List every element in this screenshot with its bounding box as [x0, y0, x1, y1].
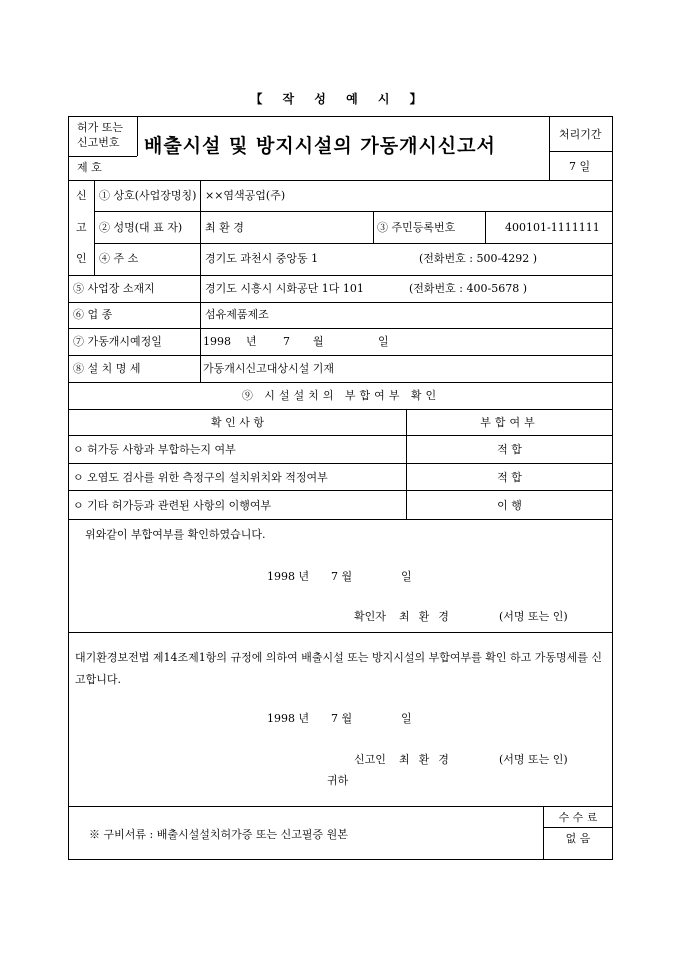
- business-label: ⑥ 업 종: [73, 308, 113, 321]
- address-phone: (전화번호 : 500-4292 ): [419, 252, 537, 265]
- location-label: ⑤ 사업장 소재지: [73, 282, 155, 295]
- declaration-date-year: 1998 년: [267, 712, 310, 725]
- rep-label: ② 성명(대 표 자): [99, 221, 183, 234]
- applicant-side-2: 고: [76, 221, 87, 234]
- check-row-item: ㅇ 오염도 검사를 위한 측정구의 설치위치와 적정여부: [73, 471, 328, 484]
- check-col-item: 확 인 사 항: [211, 416, 264, 429]
- start-month-unit: 월: [313, 335, 324, 348]
- address-label: ④ 주 소: [99, 252, 139, 265]
- id-value: 400101-1111111: [505, 221, 600, 234]
- check-row-item: ㅇ 기타 허가등과 관련된 사항의 이행여부: [73, 499, 272, 512]
- location-value: 경기도 시흥시 시화공단 1다 101: [205, 282, 364, 295]
- confirm-date-month: 7 월: [331, 570, 353, 583]
- number-label: 제 호: [77, 161, 102, 174]
- start-year: 1998: [203, 335, 231, 348]
- confirm-date-day: 일: [401, 570, 412, 583]
- declaration-date-month: 7 월: [331, 712, 353, 725]
- permit-label-2: 신고번호: [77, 136, 120, 149]
- period-value: 7 일: [569, 160, 591, 173]
- fee-label: 수 수 료: [558, 811, 598, 824]
- page-title: 【 작 성 예 시 】: [250, 92, 430, 106]
- company-label: ① 상호(사업장명칭): [99, 189, 197, 202]
- confirm-signer-label: 확인자: [354, 610, 386, 623]
- permit-label-1: 허가 또는: [77, 121, 124, 134]
- declaration-date-day: 일: [401, 712, 412, 725]
- check-row-result: 적 합: [497, 443, 522, 456]
- check-row-result: 이 행: [497, 499, 522, 512]
- confirm-signer-name: 최환경: [399, 610, 458, 623]
- address-value: 경기도 과천시 중앙동 1: [205, 252, 319, 265]
- period-label: 처리기간: [559, 128, 602, 141]
- location-phone: (전화번호 : 400-5678 ): [409, 282, 527, 295]
- check-col-result: 부합여부: [480, 416, 539, 429]
- check-section-title: ⑨ 시설설치의 부합여부 확인: [241, 389, 441, 402]
- report-form: [68, 116, 613, 860]
- detail-value: 가동개시신고대상시설 기재: [203, 362, 335, 375]
- confirm-date-year: 1998 년: [267, 570, 310, 583]
- rep-value: 최 환 경: [205, 221, 244, 234]
- declaration-addressee: 귀하: [327, 774, 349, 787]
- start-day-unit: 일: [378, 335, 389, 348]
- business-value: 섬유제품제조: [205, 308, 269, 321]
- applicant-side-3: 인: [76, 252, 87, 265]
- confirm-seal: (서명 또는 인): [499, 610, 568, 623]
- company-value: ××염색공업(주): [205, 189, 286, 202]
- detail-label: ⑧ 설 치 명 세: [73, 362, 141, 375]
- start-year-unit: 년: [246, 335, 257, 348]
- declaration-signer-label: 신고인: [354, 753, 386, 766]
- start-month: 7: [283, 335, 290, 348]
- declaration-signer-name: 최환경: [399, 753, 458, 766]
- declaration-seal: (서명 또는 인): [499, 753, 568, 766]
- fee-value: 없 음: [565, 832, 591, 845]
- check-row-result: 적 합: [497, 471, 522, 484]
- check-row-item: ㅇ 허가등 사항과 부합하는지 여부: [73, 443, 236, 456]
- attachments-note: ※ 구비서류 : 배출시설설치허가증 또는 신고필증 원본: [89, 828, 348, 841]
- applicant-side-1: 신: [76, 189, 87, 202]
- id-label: ③ 주민등록번호: [377, 221, 456, 234]
- confirm-text: 위와같이 부합여부를 확인하였습니다.: [85, 528, 266, 541]
- declaration-text: 대기환경보전법 제14조제1항의 규정에 의하여 배출시설 또는 방지시설의 부합여부를 확인 하고 가동명세를 신고합니다.: [75, 651, 602, 686]
- form-title: 배출시설 및 방지시설의 가동개시신고서: [144, 135, 496, 157]
- start-date-label: ⑦ 가동개시예정일: [73, 335, 162, 348]
